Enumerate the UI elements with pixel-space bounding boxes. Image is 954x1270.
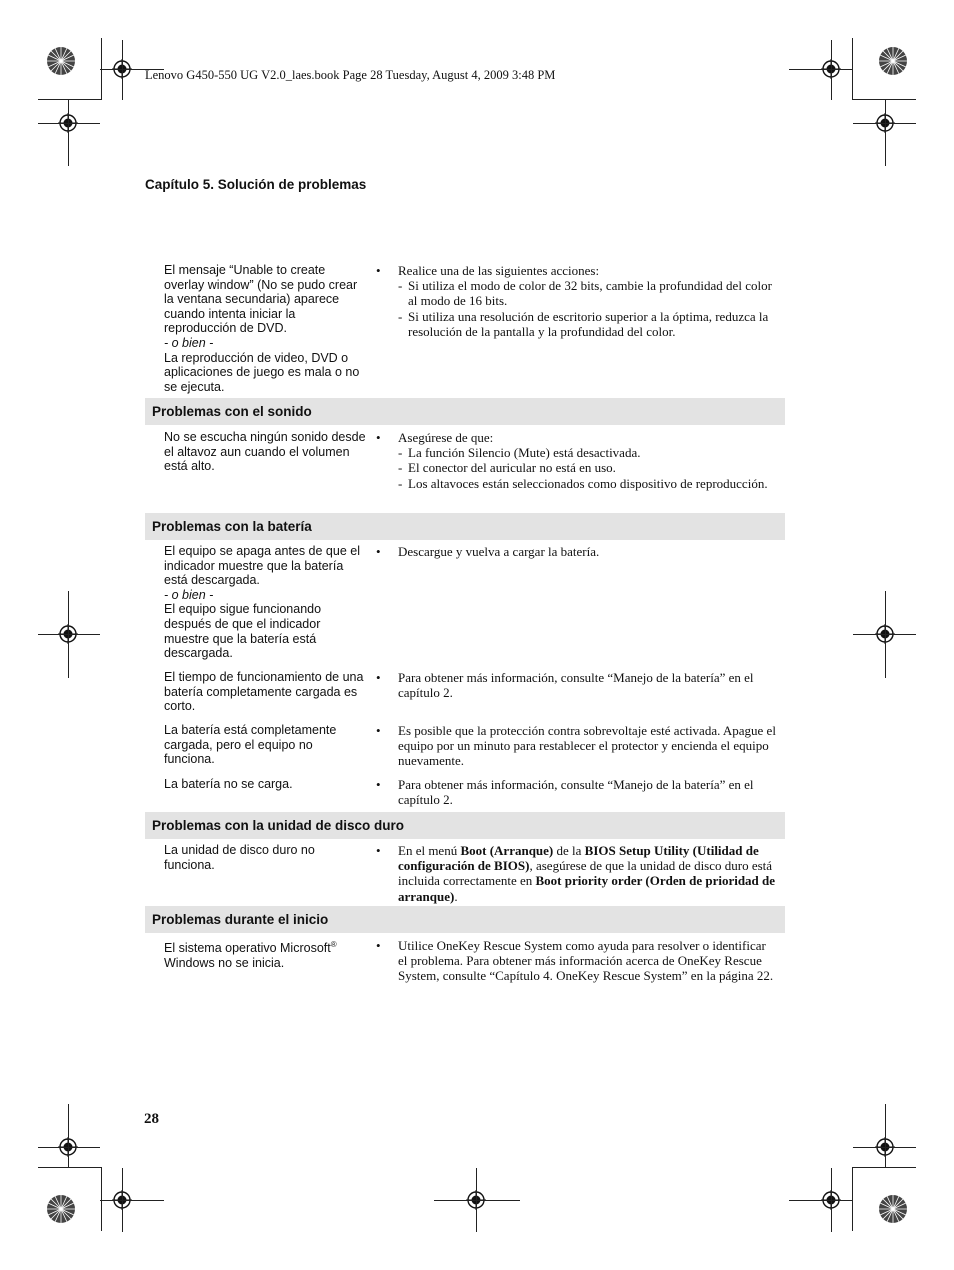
solution-startup bbox=[376, 938, 776, 984]
dash-glyph: - bbox=[398, 445, 403, 461]
color-rosette-icon bbox=[46, 1194, 76, 1224]
problem-battery-3: La batería está completamente cargada, pero el equipo no funciona. bbox=[164, 723, 337, 767]
page-number: 28 bbox=[144, 1111, 159, 1127]
problem-battery-4: La batería no se carga. bbox=[164, 777, 293, 791]
dash-item bbox=[376, 309, 776, 339]
solution-battery-4 bbox=[376, 777, 776, 807]
color-rosette-icon bbox=[878, 1194, 908, 1224]
problem-text: La reproducción de video, DVD o aplicaciones de juego es mala o no se ejecuta. bbox=[164, 350, 360, 394]
problem-hdd: La unidad de disco duro no funciona. bbox=[164, 843, 315, 872]
or-separator: - o bien - bbox=[164, 587, 214, 602]
chapter-title: Capítulo 5. Solución de problemas bbox=[145, 177, 367, 192]
bullet-text: Para obtener más información, consulte “Manejo de la batería” en el capítulo 2. bbox=[398, 777, 754, 808]
solution-battery-3 bbox=[376, 723, 776, 769]
bullet-item bbox=[376, 777, 776, 807]
solution-battery-2 bbox=[376, 670, 776, 700]
problem-sound: No se escucha ningún sonido desde el altavoz aun cuando el volumen está alto. bbox=[164, 430, 366, 474]
menu-name: Boot (Arranque) bbox=[460, 843, 554, 858]
bullet-text: Es posible que la protección contra sobrevoltaje esté activada. Apague el equipo por un minuto para restablecer el protector y encienda el equipo nuevamente. bbox=[398, 723, 776, 769]
solution-hdd bbox=[376, 843, 776, 904]
dash-item bbox=[376, 445, 776, 460]
problem-display bbox=[164, 263, 366, 394]
bullet-item bbox=[376, 723, 776, 769]
bullet-item bbox=[376, 843, 776, 904]
section-heading-startup: Problemas durante el inicio bbox=[145, 906, 785, 933]
problem-battery-1 bbox=[164, 544, 366, 661]
bullet-text: Utilice OneKey Rescue System como ayuda para resolver o identificar el problema. Para obtener más información acerca de OneKey Rescue System, consulte “Capítulo 4. OneKey Rescue System” en la página 22. bbox=[398, 938, 774, 984]
bullet-glyph: • bbox=[376, 670, 381, 685]
solution-display bbox=[376, 263, 776, 339]
bullet-item bbox=[376, 544, 776, 559]
bullet-glyph: • bbox=[376, 263, 381, 278]
dash-text: El conector del auricular no está en uso. bbox=[408, 460, 616, 476]
text-run: El sistema operativo Microsoft bbox=[164, 941, 331, 956]
bullet-item bbox=[376, 670, 776, 700]
dash-glyph: - bbox=[398, 460, 403, 476]
bullet-text: Para obtener más información, consulte “Manejo de la batería” en el capítulo 2. bbox=[398, 670, 754, 701]
section-heading-battery: Problemas con la batería bbox=[145, 513, 785, 540]
problem-text: El equipo sigue funcionando después de que el indicador muestre que la batería está descargada. bbox=[164, 602, 322, 661]
solution-battery-1 bbox=[376, 544, 776, 559]
color-rosette-icon bbox=[878, 46, 908, 76]
bullet-text: Realice una de las siguientes acciones: bbox=[398, 263, 600, 278]
bullet-text: Asegúrese de que: bbox=[398, 430, 494, 445]
bullet-text bbox=[398, 843, 775, 904]
bullet-glyph: • bbox=[376, 723, 381, 738]
bullet-glyph: • bbox=[376, 843, 381, 858]
registered-mark: ® bbox=[330, 940, 337, 949]
dash-text: Si utiliza el modo de color de 32 bits, cambie la profundidad del color al modo de 16 bits. bbox=[408, 278, 772, 309]
text-run: En el menú bbox=[398, 843, 461, 858]
problem-battery-2: El tiempo de funcionamiento de una batería completamente cargada es corto. bbox=[164, 670, 364, 714]
bullet-glyph: • bbox=[376, 938, 381, 953]
color-rosette-icon bbox=[46, 46, 76, 76]
bullet-glyph: • bbox=[376, 544, 381, 559]
problem-text: El mensaje “Unable to create overlay window” (No se pudo crear la ventana secundaria) aparece cuando intenta iniciar la reproducción de DVD. bbox=[164, 263, 358, 336]
dash-item bbox=[376, 476, 776, 491]
dash-glyph: - bbox=[398, 475, 403, 491]
or-separator: - o bien - bbox=[164, 335, 214, 350]
dash-glyph: - bbox=[398, 308, 403, 324]
problem-text: Windows no se inicia. bbox=[164, 955, 285, 970]
utility-name: BIOS Setup Utility (Utilidad de configuración de BIOS) bbox=[398, 843, 759, 874]
dash-glyph: - bbox=[398, 278, 403, 294]
dash-item bbox=[376, 460, 776, 475]
dash-text: Si utiliza una resolución de escritorio superior a la óptima, reduzca la resolución de la pantalla y la profundidad del color. bbox=[408, 308, 769, 339]
text-run: de la bbox=[553, 843, 585, 858]
bullet-item bbox=[376, 938, 776, 984]
section-heading-sound: Problemas con el sonido bbox=[145, 398, 785, 425]
text-run: , asegúrese de que la unidad de disco duro está incluida correctamente en bbox=[398, 858, 773, 889]
bullet-text: Descargue y vuelva a cargar la batería. bbox=[398, 544, 600, 559]
bullet-glyph: • bbox=[376, 777, 381, 792]
solution-sound bbox=[376, 430, 776, 491]
dash-text: La función Silencio (Mute) está desactivada. bbox=[408, 445, 641, 461]
text-run: . bbox=[454, 888, 458, 904]
problem-text: El equipo se apaga antes de que el indicador muestre que la batería está descargada. bbox=[164, 544, 360, 588]
setting-name: Boot priority order (Orden de prioridad de arranque) bbox=[398, 873, 776, 904]
problem-startup bbox=[164, 938, 366, 970]
book-header: Lenovo G450-550 UG V2.0_laes.book Page 28 Tuesday, August 4, 2009 3:48 PM bbox=[145, 68, 556, 82]
section-heading-hdd: Problemas con la unidad de disco duro bbox=[145, 812, 785, 839]
dash-item bbox=[376, 278, 776, 308]
bullet-glyph: • bbox=[376, 430, 381, 445]
bullet-item bbox=[376, 430, 776, 445]
dash-text: Los altavoces están seleccionados como dispositivo de reproducción. bbox=[408, 475, 768, 491]
bullet-item bbox=[376, 263, 776, 278]
problem-text bbox=[164, 938, 366, 956]
